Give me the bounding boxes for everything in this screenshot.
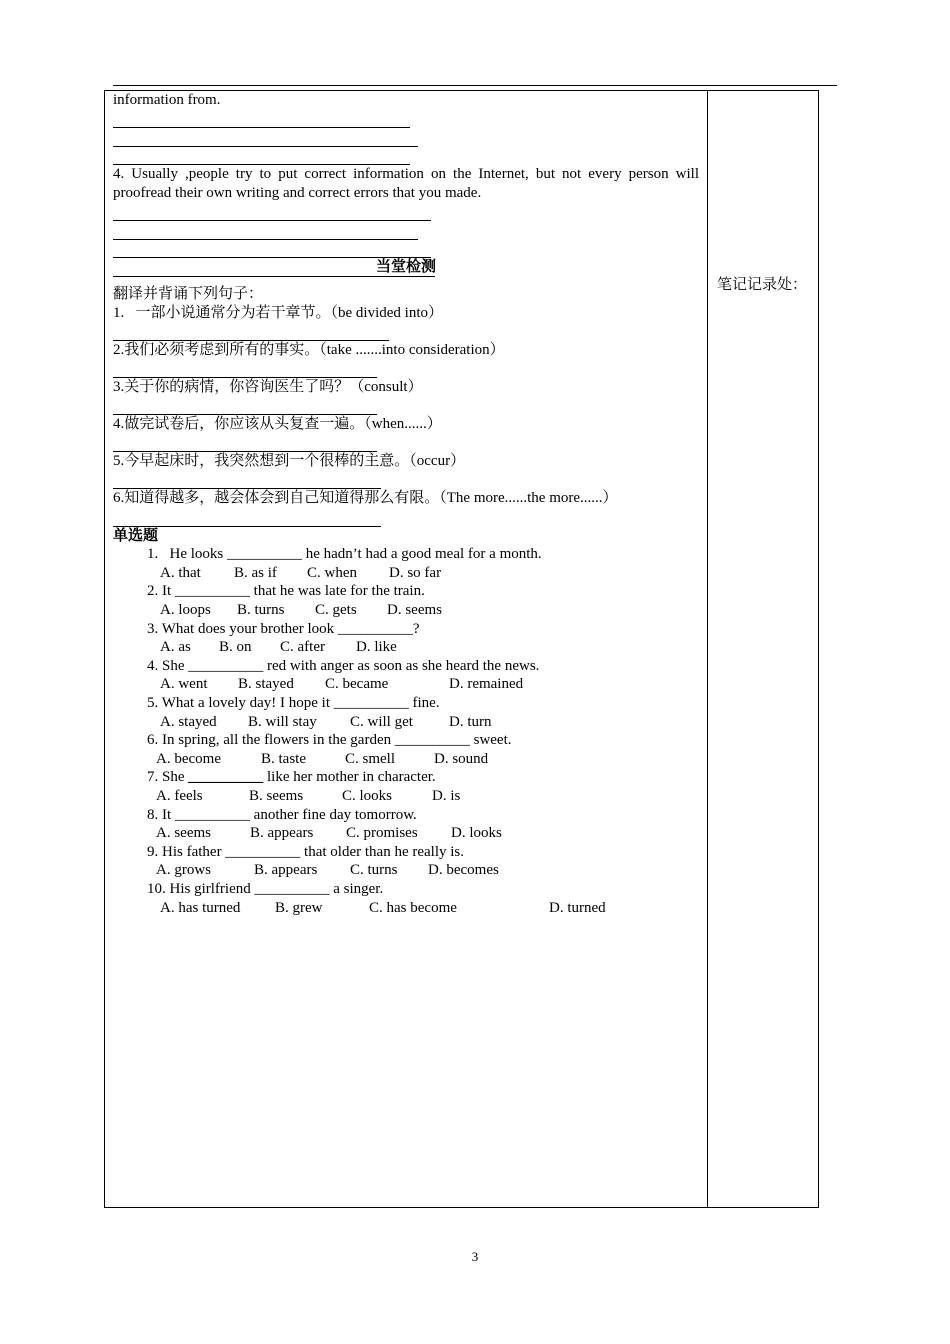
- question-options: [113, 675, 699, 694]
- passage-item-4: 4. Usually ,people try to put correct information on the Internet, but not every person will proofread their own writing and correct errors that you made.: [113, 166, 699, 201]
- passage-line: information from.: [113, 92, 221, 108]
- question-stem: [113, 768, 699, 787]
- main-column: [113, 91, 699, 917]
- option: C. turns: [350, 862, 398, 879]
- question-stem: 8. It __________ another fine day tomorrow.: [147, 806, 417, 823]
- option: C. promises: [346, 825, 418, 842]
- option: A. stayed: [160, 713, 217, 730]
- question-stem: 9. His father __________ that older than he really is.: [147, 843, 465, 860]
- page-number: 3: [471, 1249, 479, 1264]
- question-options: [113, 564, 699, 583]
- answer-line: [113, 471, 699, 490]
- stem-text: like her mother in character.: [263, 769, 436, 786]
- translate-item-3: 3.关于你的病情，你咨询医生了吗？（consult）: [113, 378, 423, 395]
- question-stem: 5. What a lovely day! I hope it __________ fine.: [147, 695, 440, 711]
- question-options: [113, 638, 699, 657]
- option: C. became: [325, 676, 389, 693]
- stem-text: 7. She: [147, 769, 189, 786]
- question-options: [113, 787, 699, 806]
- option: A. has turned: [160, 899, 241, 916]
- answer-line: [113, 221, 699, 240]
- option: A. that: [160, 564, 201, 581]
- translate-item-4: 4.做完试卷后，你应该从头复查一遍。（when......）: [113, 416, 442, 433]
- option: A. seems: [156, 825, 211, 842]
- option: D. so far: [389, 564, 442, 581]
- option: D. turned: [549, 899, 606, 916]
- option: A. feels: [156, 787, 203, 804]
- option: B. on: [219, 639, 252, 656]
- question-stem: 3. What does your brother look __________?: [147, 620, 420, 637]
- translate-item-2: 2.我们必须考虑到所有的事实。（take .......into consideration）: [113, 341, 505, 358]
- option: B. grew: [275, 899, 323, 916]
- question-options: [113, 861, 699, 880]
- question-options: [113, 824, 699, 843]
- answer-line: [113, 322, 699, 341]
- option: C. has become: [369, 899, 457, 916]
- option: B. seems: [249, 787, 304, 804]
- option: D. seems: [387, 602, 442, 619]
- option: D. sound: [434, 750, 489, 767]
- answer-line: [113, 147, 699, 166]
- question-stem: 2. It __________ that he was late for the train.: [147, 583, 425, 600]
- option: A. loops: [160, 602, 211, 619]
- option: C. after: [280, 639, 325, 656]
- option: D. looks: [451, 825, 502, 842]
- translate-item-5: 5.今早起床时，我突然想到一个很棒的主意。（occur）: [113, 453, 466, 470]
- section-title: 当堂检测: [375, 259, 436, 276]
- question-options: [113, 713, 699, 732]
- option: A. become: [156, 750, 221, 767]
- answer-line: [113, 359, 699, 378]
- option: C. gets: [315, 602, 357, 619]
- notes-label: 笔记记录处：: [717, 277, 808, 293]
- answer-line: [113, 397, 699, 416]
- translate-item-6: 6.知道得越多，越会体会到自己知道得那么有限。（The more......the more......）: [113, 490, 618, 507]
- option: B. appears: [254, 862, 318, 879]
- option: B. taste: [261, 750, 306, 767]
- option: D. remained: [449, 676, 524, 693]
- option: B. appears: [250, 825, 314, 842]
- option: A. went: [160, 676, 208, 693]
- option: D. is: [432, 787, 461, 804]
- option: D. turn: [449, 713, 492, 730]
- question-stem: 10. His girlfriend __________ a singer.: [147, 880, 384, 897]
- option: B. as if: [234, 564, 277, 581]
- mcq-heading: 单选题: [113, 527, 159, 544]
- answer-line: [113, 110, 699, 129]
- answer-line: [113, 240, 699, 259]
- question-stem: 1. He looks __________ he hadn’t had a good meal for a month.: [147, 546, 542, 563]
- translate-item-1: 1. 一部小说通常分为若干章节。（be divided into）: [113, 304, 443, 321]
- question-options: [113, 601, 699, 620]
- option: A. as: [160, 639, 191, 656]
- question-stem: 4. She __________ red with anger as soon as she heard the news.: [147, 657, 540, 674]
- answer-line: [113, 434, 699, 453]
- column-divider: [707, 90, 708, 1208]
- answer-line: [113, 508, 699, 527]
- option: C. will get: [350, 713, 413, 730]
- option: C. looks: [342, 787, 393, 804]
- question-stem: 6. In spring, all the flowers in the garden __________ sweet.: [147, 732, 512, 749]
- answer-line: [113, 203, 699, 222]
- header-rule: [113, 85, 837, 86]
- question-options: [113, 750, 699, 769]
- option: D. becomes: [428, 862, 499, 879]
- option: C. smell: [345, 750, 396, 767]
- question-options: [113, 899, 699, 918]
- option: B. turns: [237, 602, 285, 619]
- stem-blank: __________: [188, 769, 264, 786]
- option: D. like: [356, 639, 397, 656]
- option: B. stayed: [238, 676, 294, 693]
- answer-line: [113, 128, 699, 147]
- option: C. when: [307, 564, 357, 581]
- option: A. grows: [156, 862, 211, 879]
- option: B. will stay: [248, 713, 317, 730]
- answer-line: [113, 258, 699, 277]
- translate-heading: 翻译并背诵下列句子：: [113, 285, 264, 302]
